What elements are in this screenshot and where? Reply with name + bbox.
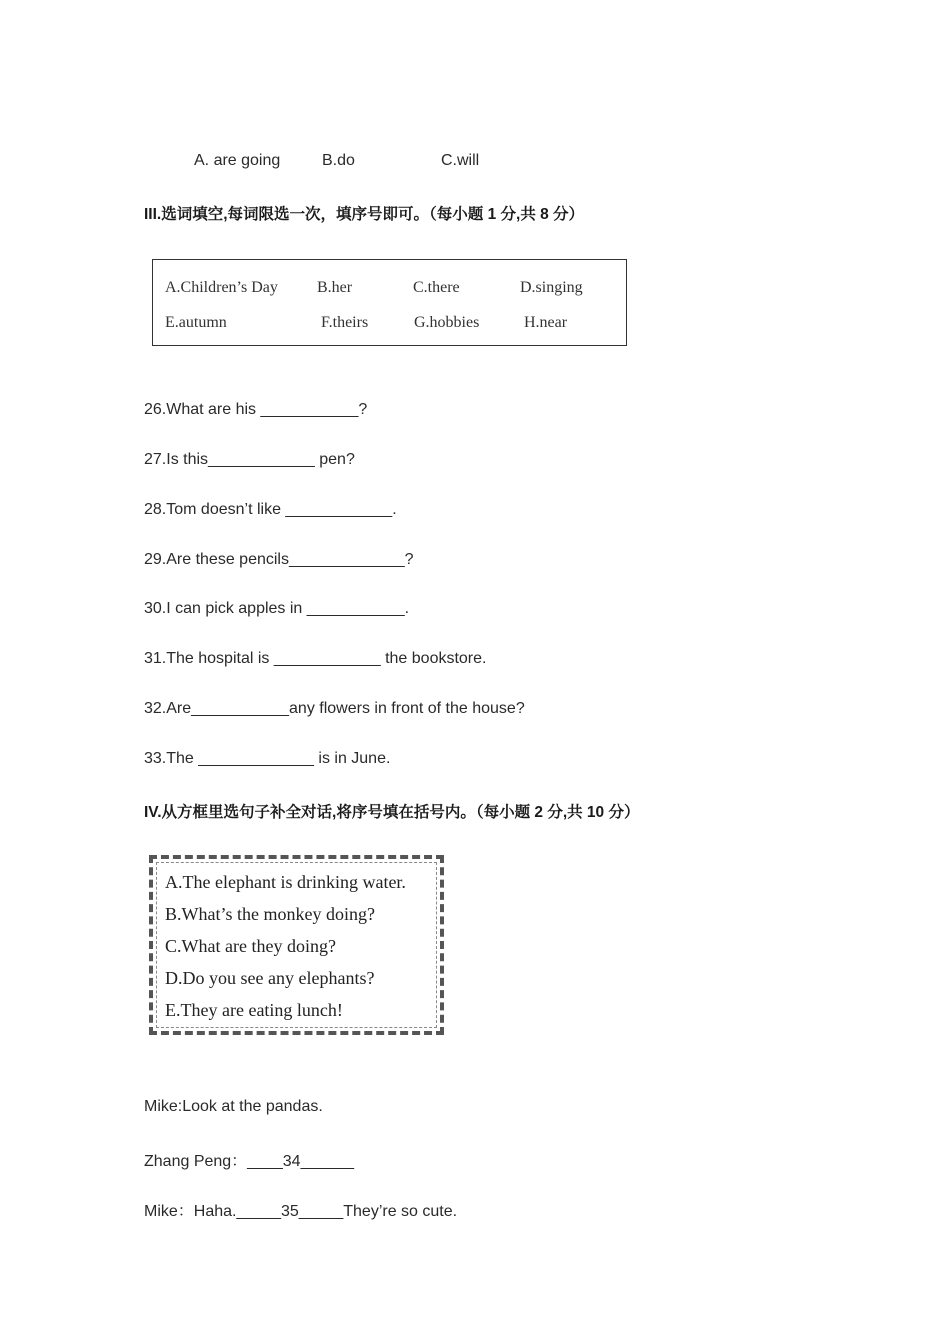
question-26: 26.What are his ___________?	[144, 401, 368, 418]
question-27: 27.Is this____________ pen?	[144, 451, 355, 468]
word-option: A.Children’s Day	[165, 279, 278, 296]
sentence-box	[149, 855, 444, 1035]
question-32: 32.Are___________any flowers in front of the house?	[144, 700, 525, 717]
sentence-option: A.The elephant is drinking water.	[165, 872, 406, 892]
question-31: 31.The hospital is ____________ the bookstore.	[144, 650, 487, 667]
dialogue-line: Zhang Peng：____34______	[144, 1153, 354, 1170]
sentence-option: D.Do you see any elephants?	[165, 968, 375, 988]
section4-heading: IV.从方框里选句子补全对话,将序号填在括号内。（每小题 2 分,共 10 分）	[144, 804, 640, 821]
option-c: C.will	[441, 152, 480, 169]
question-30: 30.I can pick apples in ___________.	[144, 600, 410, 617]
dialogue-line: Mike:Look at the pandas.	[144, 1098, 323, 1115]
question-29: 29.Are these pencils_____________?	[144, 551, 414, 568]
option-b: B.do	[322, 152, 355, 169]
sentence-option: C.What are they doing?	[165, 936, 336, 956]
word-option: E.autumn	[165, 314, 227, 331]
word-option: H.near	[524, 314, 568, 331]
word-option: C.there	[413, 279, 460, 296]
word-option: B.her	[317, 279, 353, 296]
word-option: F.theirs	[321, 314, 369, 331]
word-box	[152, 259, 627, 346]
section3-heading: III.选词填空,每词限选一次，填序号即可。（每小题 1 分,共 8 分）	[144, 206, 585, 223]
option-a: A. are going	[194, 152, 281, 169]
question-28: 28.Tom doesn’t like ____________.	[144, 501, 397, 518]
word-option: G.hobbies	[414, 314, 480, 331]
question-33: 33.The _____________ is in June.	[144, 750, 391, 767]
dialogue-line: Mike：Haha._____35_____They’re so cute.	[144, 1203, 458, 1220]
word-option: D.singing	[520, 279, 583, 296]
sentence-option: B.What’s the monkey doing?	[165, 904, 375, 924]
sentence-option: E.They are eating lunch!	[165, 1000, 343, 1020]
